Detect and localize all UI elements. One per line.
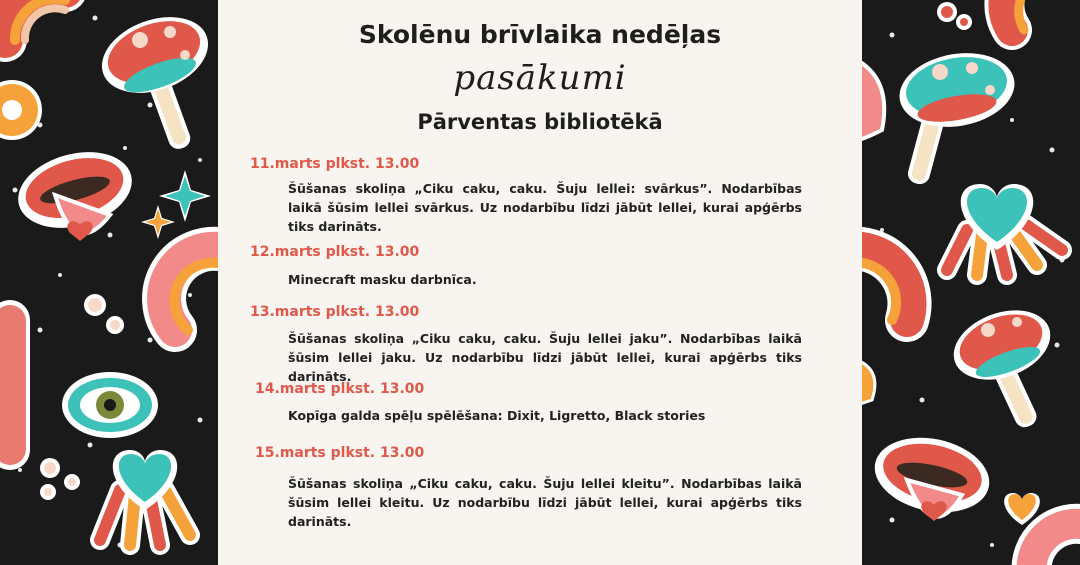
flower-sticker [0, 80, 42, 140]
left-sticker-panel [0, 0, 218, 565]
eye-sticker [62, 372, 158, 438]
rainbow-sticker [5, 0, 65, 40]
title-line-1: Skolēnu brīvlaika nedēļas [358, 20, 722, 49]
event-description-4: Kopīga galda spēļu spēlēšana: Dixit, Ligretto, Black stories [288, 408, 706, 423]
heart-sticker [947, 184, 1062, 275]
event-date-3: 13.marts plkst. 13.00 [250, 304, 420, 320]
event-date-2: 12.marts plkst. 13.00 [250, 244, 420, 260]
mushroom-sticker [894, 44, 1021, 186]
heart-sticker [100, 450, 190, 545]
event-description-1: Šūšanas skoliņa „Ciku caku, caku. Šuju lellei: svārkus”. Nodarbības laikā šūsim lellei svārkus. Uz nodarbību līdzi jābūt lellei, kurai apģērbs tiks darināts. [288, 181, 802, 234]
event-date-5: 15.marts plkst. 13.00 [255, 445, 425, 461]
event-description-5: Šūšanas skoliņa „Ciku caku, caku. Šuju lellei kleitu”. Nodarbības laikā šūsim lellei kleitu. Uz nodarbību līdzi jābūt lellei, kurai apģērbs tiks darināts. [288, 476, 802, 529]
mushroom-sticker [91, 3, 218, 151]
right-sticker-art [862, 0, 1080, 565]
title-line-3: Pārventas bibliotēkā [417, 110, 663, 134]
title-line-2: pasākumi [453, 58, 627, 98]
lips-sticker [868, 428, 996, 523]
right-sticker-panel [862, 0, 1080, 565]
event-description-3: Šūšanas skoliņa „Ciku caku, caku. Šuju lellei jaku”. Nodarbības laikā šūsim lellei jaku. Uz nodarbību līdzi jābūt lellei, kurai apģērbs tiks darināts. [288, 331, 802, 384]
event-date-1: 11.marts plkst. 13.00 [250, 156, 420, 172]
left-sticker-art [0, 0, 218, 565]
hand-sticker [0, 300, 30, 470]
lips-sticker [10, 140, 141, 241]
event-description-2: Minecraft masku darbnīca. [288, 272, 477, 287]
mushroom-sticker [944, 298, 1060, 431]
event-date-4: 14.marts plkst. 13.00 [255, 381, 425, 397]
event-panel [218, 0, 862, 565]
